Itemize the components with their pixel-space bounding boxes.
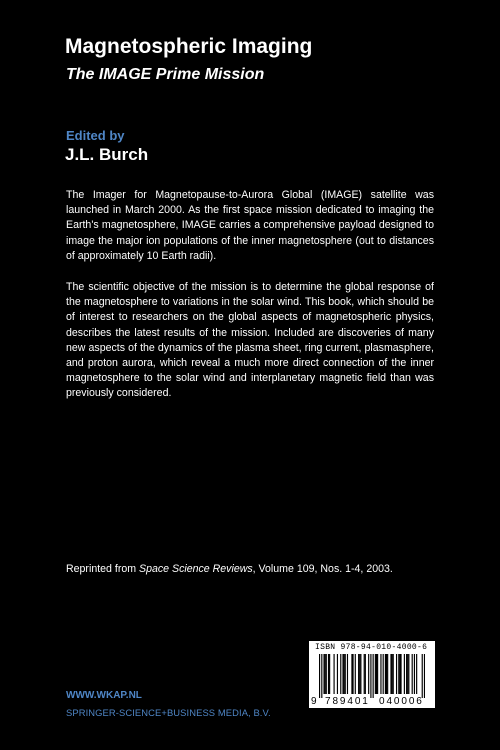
barcode-bar xyxy=(328,654,329,694)
barcode-bar xyxy=(416,654,417,694)
barcode-bar xyxy=(404,654,405,694)
barcode-bar xyxy=(376,654,377,694)
barcode-bar xyxy=(375,654,376,694)
barcode-bar xyxy=(400,654,401,694)
reprint-journal: Space Science Reviews xyxy=(139,563,253,575)
barcode-bar xyxy=(321,654,322,698)
barcode-bar xyxy=(359,654,360,694)
barcode-bar xyxy=(390,654,391,694)
barcode-bar xyxy=(337,654,338,694)
barcode-bar xyxy=(392,654,393,694)
barcode-bar xyxy=(407,654,408,694)
barcode-bar xyxy=(383,654,384,694)
barcode-bar xyxy=(398,654,399,694)
publisher-name: SPRINGER-SCIENCE+BUSINESS MEDIA, B.V. xyxy=(66,707,271,718)
barcode-bar xyxy=(399,654,400,694)
barcode-bar xyxy=(355,654,356,694)
barcode-bar xyxy=(406,654,407,694)
barcode-bar xyxy=(340,654,341,694)
barcode-bar xyxy=(364,654,365,694)
barcode-bar xyxy=(334,654,335,694)
ean-first-digit: 9 xyxy=(311,696,317,707)
barcode-bar xyxy=(422,654,423,698)
barcode-bar xyxy=(386,654,387,694)
barcode-bar xyxy=(412,654,413,694)
barcode-bar xyxy=(414,654,415,694)
barcode-bar xyxy=(344,654,345,694)
barcode-bar xyxy=(319,654,320,698)
barcode-bar xyxy=(358,654,359,694)
barcode-bar xyxy=(351,654,352,694)
barcode-bars xyxy=(319,654,425,698)
isbn-barcode xyxy=(309,641,435,708)
ean-group-right: 040006 xyxy=(379,696,424,707)
barcode-bar xyxy=(377,654,378,694)
barcode-bar xyxy=(408,654,409,694)
barcode-bar xyxy=(385,654,386,694)
barcode-bar xyxy=(424,654,425,698)
barcode-bar xyxy=(347,654,348,694)
reprint-note xyxy=(66,562,393,576)
reprint-prefix: Reprinted from xyxy=(66,563,140,575)
barcode-bar xyxy=(325,654,326,694)
barcode-bar xyxy=(342,654,343,694)
barcode-bar xyxy=(387,654,388,694)
book-title: Magnetospheric Imaging xyxy=(65,35,313,58)
ean-group-left: 789401 xyxy=(325,696,370,707)
editor-name: J.L. Burch xyxy=(65,145,149,164)
description-paragraph-2: The scientific objective of the mission is to determine the global response of the magnetosphere to variations in the solar wind. This book, which should be of interest to researchers on the global aspects of magnetospheric physics, describes the latest results of the mission. Included are discoveries of many new aspects of the dynamics of the plasma sheet, ring current, plasmasphere, and proton aurora, which reveal a much more direct connection of the inner magnetosphere to the solar wind and interplanetary magnetic field than was previously considered. xyxy=(66,281,434,400)
description-paragraph-1: The Imager for Magnetopause-to-Aurora Global (IMAGE) satellite was launched in March 2000. As the first space mission dedicated to imaging the Earth's magnetosphere, IMAGE carries a comprehensive payload designed to image the major ion populations of the inner magnetosphere (out to distances of approximately 10 Earth radii). xyxy=(66,189,434,262)
barcode-bar xyxy=(365,654,366,694)
barcode-bar xyxy=(380,654,381,694)
barcode-bar xyxy=(329,654,330,694)
edited-by-label: Edited by xyxy=(66,128,125,143)
publisher-url: WWW.WKAP.NL xyxy=(66,690,142,701)
barcode-bar xyxy=(393,654,394,694)
barcode-bar xyxy=(352,654,353,694)
isbn-text: ISBN 978-94-010-4000-6 xyxy=(315,643,428,652)
barcode-bar xyxy=(345,654,346,694)
barcode-bar xyxy=(370,654,371,698)
barcode-bar xyxy=(368,654,369,694)
reprint-suffix: , Volume 109, Nos. 1-4, 2003. xyxy=(252,563,393,575)
barcode-bar xyxy=(326,654,327,694)
barcode-bar xyxy=(360,654,361,694)
book-subtitle: The IMAGE Prime Mission xyxy=(66,66,265,83)
barcode-bar xyxy=(396,654,397,694)
barcode-bar xyxy=(373,654,374,698)
barcode-bar xyxy=(323,654,324,694)
